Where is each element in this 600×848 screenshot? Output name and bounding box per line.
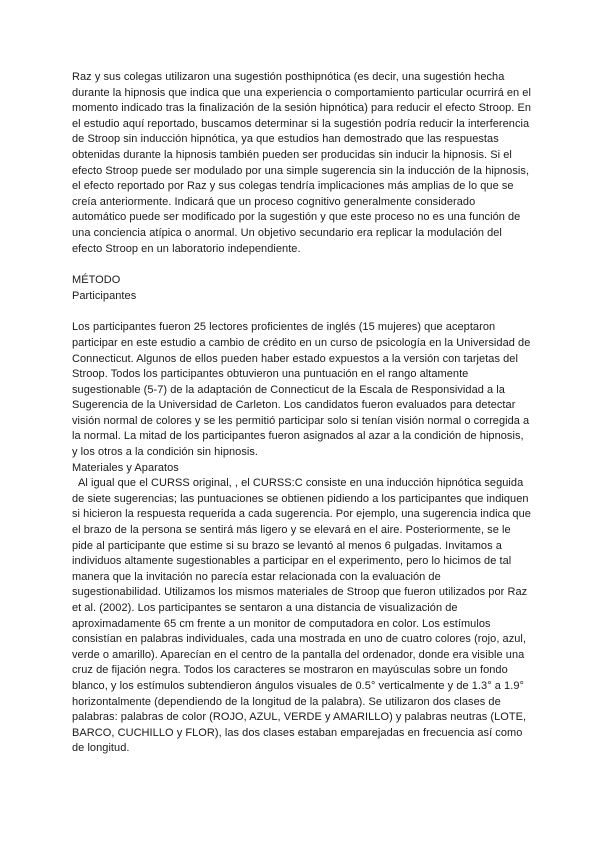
- document-body: [72, 70, 532, 757]
- materials-heading: Materiales y Aparatos: [72, 461, 179, 474]
- materials-paragraph: Al igual que el CURSS original, , el CURSS:C consiste en una inducción hipnótica seguida de siete sugerencias; las puntuaciones se obtienen pidiendo a los participantes que indiquen si hicieron la respuesta requerida a cada sugerencia. Por ejemplo, una sugerencia indica que el brazo de la persona se sentirá más ligero y se elevará en el aire. Posteriormente, se le pide al participante que estime si su brazo se levantó al menos 6 pulgadas. Invitamos a individuos altamente sugestionables a participar en el experimento, pero lo hicimos de tal manera que la invitación no parecía estar relacionada con la evaluación de sugestionabilidad. Utilizamos los mismos materiales de Stroop que fueron utilizados por Raz et al. (2002). Los participantes se sentaron a una distancia de visualización de aproximadamente 65 cm frente a un monitor de computadora en color. Los estímulos consistían en palabras individuales, cada una mostrada en uno de cuatro colores (rojo, azul, verde o amarillo). Aparecían en el centro de la pantalla del ordenador, donde era visible una cruz de fijación negra. Todos los caracteres se mostraron en mayúsculas sobre un fondo blanco, y los estímulos subtendieron ángulos visuales de 0.5° verticalmente y de 1.3° a 1.9° horizontalmente (dependiendo de la longitud de la palabra). Se utilizaron dos clases de palabras: palabras de color (ROJO, AZUL, VERDE y AMARILLO) y palabras neutras (LOTE, BARCO, CUCHILLO y FLOR), las dos clases estaban emparejadas en frecuencia así como de longitud.: [72, 477, 531, 755]
- intro-paragraph: Raz y sus colegas utilizaron una sugestión posthipnótica (es decir, una sugestión hecha durante la hipnosis que indica que una experiencia o comportamiento particular ocurrirá en el momento indicado tras la finalización de la sesión hipnótica) para reducir el efecto Stroop. En el estudio aquí reportado, buscamos determinar si la sugestión podría reducir la interferencia de Stroop sin inducción hipnótica, ya que estudios han demostrado que las respuestas obtenidas durante la hipnosis también pueden ser producidas sin inducir la hipnosis. Si el efecto Stroop puede ser modulado por una simple sugerencia sin la inducción de la hipnosis, el efecto reportado por Raz y sus colegas tendría implicaciones más amplias de lo que se creía anteriormente. Indicará que un proceso cognitivo generalmente considerado automático puede ser modificado por la sugestión y que este proceso no es una función de una conciencia atípica o anormal. Un objetivo secundario era replicar la modulación del efecto Stroop en un laboratorio independiente.: [72, 71, 532, 255]
- participants-paragraph: Los participantes fueron 25 lectores proficientes de inglés (15 mujeres) que aceptaron participar en este estudio a cambio de crédito en un curso de psicología en la Universidad de Connecticut. Algunos de ellos pueden haber estado expuestos a la versión con tarjetas del Stroop. Todos los participantes obtuvieron una puntuación en el rango altamente sugestionable (5-7) de la adaptación de Connecticut de la Escala de Responsividad a la Sugerencia de la Universidad de Carleton. Los candidatos fueron evaluados para detectar visión normal de colores y se les permitió participar solo si tenían visión normal o corregida a la normal. La mitad de los participantes fueron asignados al azar a la condición de hipnosis, y los otros a la condición sin hipnosis.: [72, 321, 531, 459]
- method-heading: MÉTODO: [72, 274, 121, 287]
- participants-heading: Participantes: [72, 289, 137, 302]
